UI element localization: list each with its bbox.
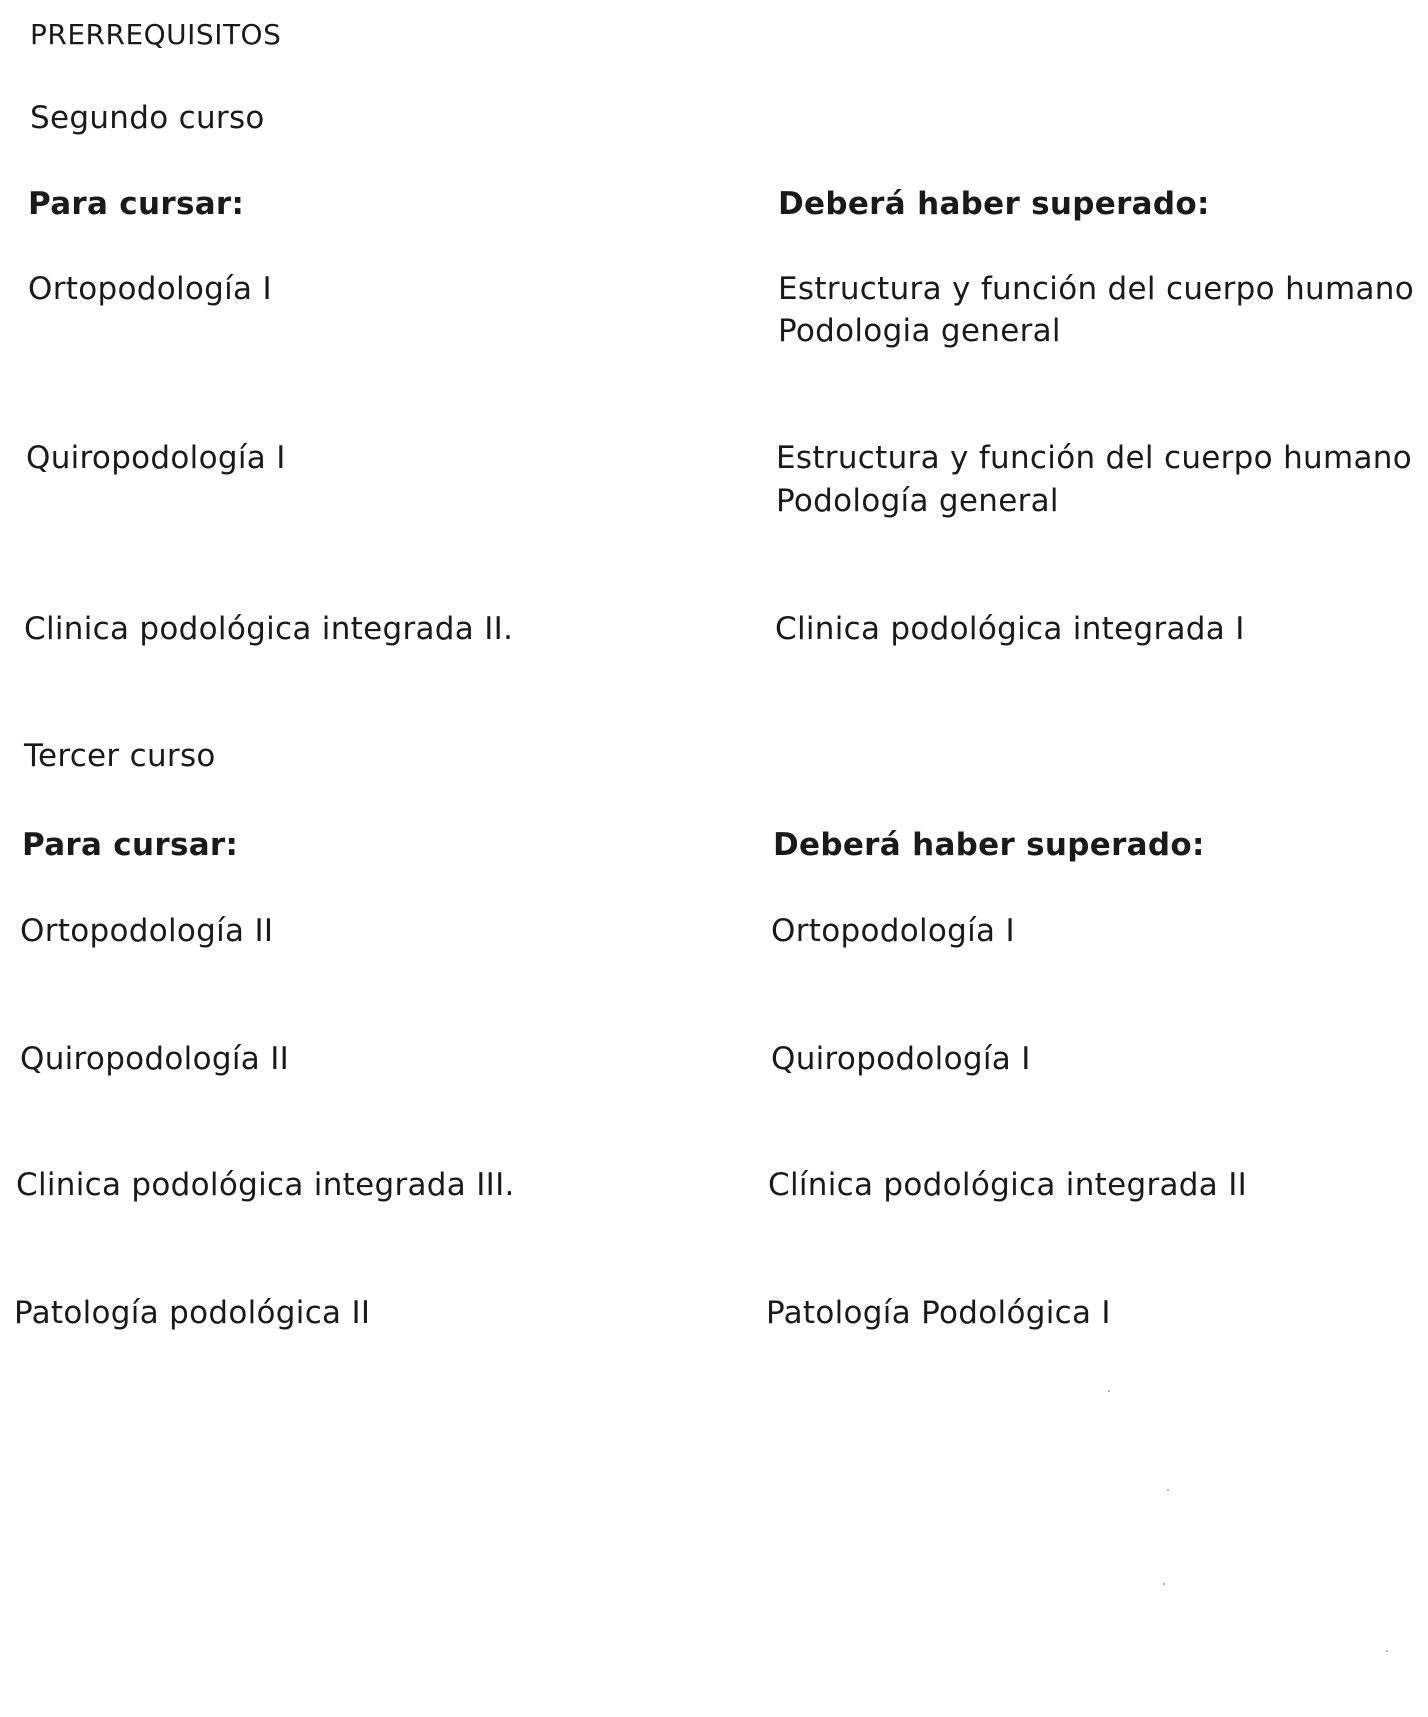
tercer-req-2a: Quiropodología I (771, 1041, 1031, 1077)
tercer-course-1: Ortopodología II (20, 913, 274, 949)
scan-speck (1167, 1489, 1169, 1491)
tercer-course-2: Quiropodología II (20, 1041, 290, 1077)
segundo-req-2a: Estructura y función del cuerpo humano (776, 440, 1412, 476)
segundo-course-3: Clinica podológica integrada II. (24, 611, 514, 647)
tercer-col-left-header: Para cursar: (22, 827, 239, 863)
tercer-req-4a: Patología Podológica I (766, 1295, 1111, 1331)
page-title: PRERREQUISITOS (30, 18, 282, 51)
segundo-req-2b: Podología general (776, 483, 1059, 519)
segundo-col-right-header: Deberá haber superado: (778, 186, 1210, 222)
scan-speck (1108, 1390, 1110, 1392)
tercer-req-3a: Clínica podológica integrada II (768, 1167, 1248, 1203)
tercer-req-1a: Ortopodología I (771, 913, 1015, 949)
segundo-req-1a: Estructura y función del cuerpo humano (778, 271, 1414, 307)
tercer-col-right-header: Deberá haber superado: (773, 827, 1205, 863)
segundo-col-left-header: Para cursar: (28, 186, 245, 222)
tercer-course-3: Clinica podológica integrada III. (16, 1167, 515, 1203)
scan-speck (1386, 1650, 1388, 1652)
segundo-course-1: Ortopodología I (28, 271, 272, 307)
segundo-req-1b: Podologia general (778, 313, 1061, 349)
tercer-course-4: Patología podológica II (14, 1295, 371, 1331)
section-heading-segundo: Segundo curso (30, 100, 265, 136)
scan-speck (1163, 1583, 1165, 1585)
segundo-course-2: Quiropodología I (26, 440, 286, 476)
section-heading-tercer: Tercer curso (24, 738, 216, 774)
segundo-req-3a: Clinica podológica integrada I (775, 611, 1245, 647)
